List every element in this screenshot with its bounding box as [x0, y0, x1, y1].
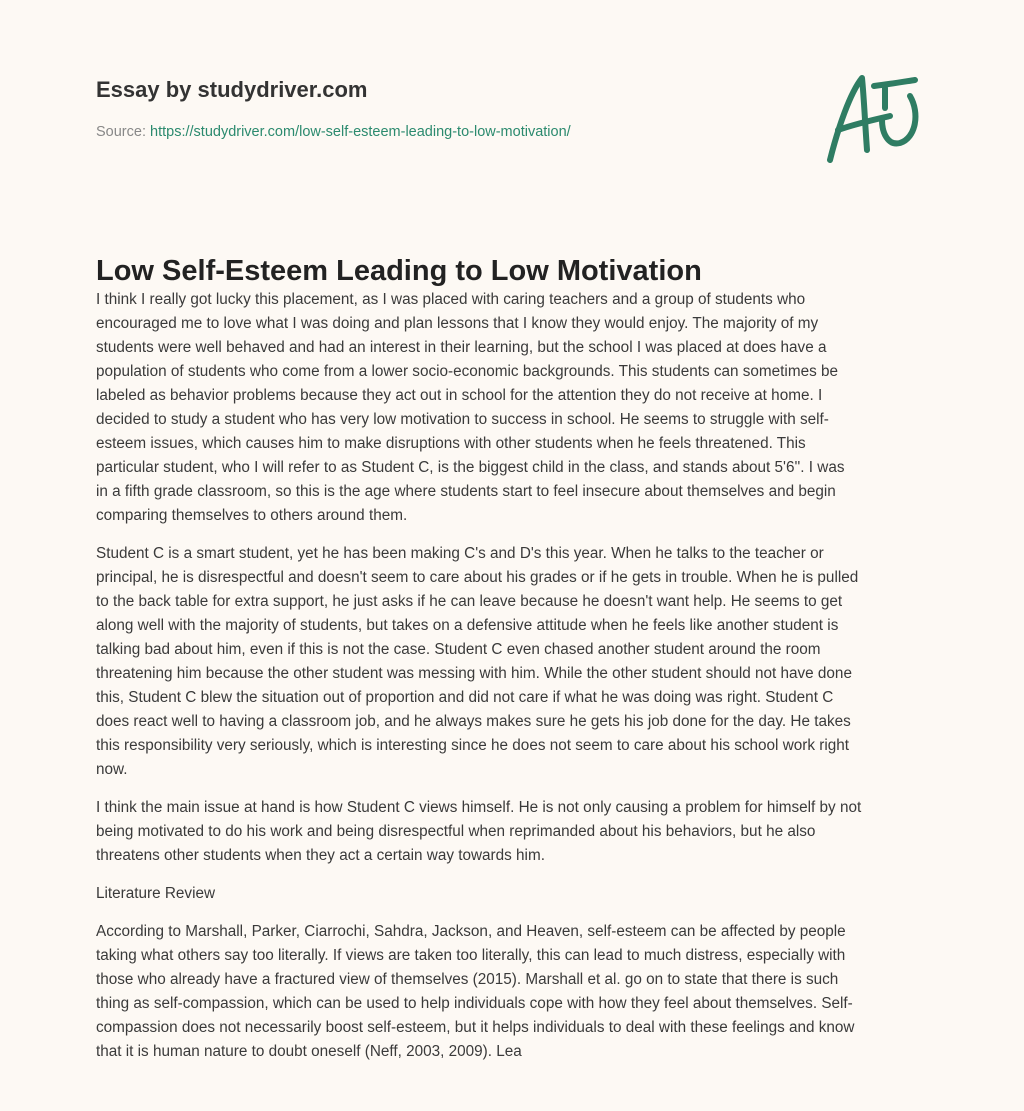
text-line: now.	[96, 761, 128, 778]
text-line: along well with the majority of students, but takes on a defensive attitude when he feels like another student is	[96, 617, 839, 634]
text-line: to the back table for extra support, he just asks if he can leave because he doesn't want help. He seems to get	[96, 593, 843, 610]
text-line: labeled as behavior problems because they act out in school for the attention they do not receive at home. I	[96, 387, 823, 404]
text-line: that it is human nature to doubt oneself (Neff, 2003, 2009). Lea	[96, 1043, 522, 1060]
text-line: Literature Review	[96, 885, 216, 902]
text-line: comparing themselves to others around them.	[96, 507, 408, 524]
section-heading	[96, 882, 956, 906]
essay-paragraph	[96, 796, 956, 868]
text-line: decided to study a student who has very low motivation to success in school. He seems to struggle with self-	[96, 411, 829, 428]
text-line: taking what others say too literally. If views are taken too literally, this can lead to much distress, especially with	[96, 947, 846, 964]
text-line: I think the main issue at hand is how Student C views himself. He is not only causing a problem for himself by not	[96, 799, 862, 816]
text-line: being motivated to do his work and being disrespectful when reprimanded about his behaviors, but he also	[96, 823, 816, 840]
essay-paragraph	[96, 920, 956, 1064]
text-line: does react well to having a classroom job, and he always makes sure he gets his job done for the day. He takes	[96, 713, 851, 730]
text-line: esteem issues, which causes him to make disruptions with other students when he feels threatened. This	[96, 435, 806, 452]
text-line: this responsibility very seriously, which is interesting since he does not seem to care about his school work right	[96, 737, 850, 754]
source-line	[96, 124, 571, 140]
a-plus-logo	[820, 68, 930, 168]
text-line: thing as self-compassion, which can be used to help individuals cope with how they feel about themselves. Self-	[96, 995, 853, 1012]
text-line: threatening him because the other student was messing with him. While the other student should not have done	[96, 665, 852, 682]
text-line: this, Student C blew the situation out of proportion and did not care if what he was doing was right. Student C	[96, 689, 834, 706]
text-line: I think I really got lucky this placement, as I was placed with caring teachers and a group of students who	[96, 291, 806, 308]
essay-paragraph	[96, 542, 956, 782]
text-line: threatens other students when they act a certain way towards him.	[96, 847, 545, 864]
text-line: compassion does not necessarily boost self-esteem, but it helps individuals to deal with these feelings and know	[96, 1019, 855, 1036]
essay-body	[96, 288, 956, 1078]
source-link[interactable]: https://studydriver.com/low-self-esteem-leading-to-low-motivation/	[150, 124, 571, 140]
essay-title: Low Self-Esteem Leading to Low Motivation	[96, 255, 702, 287]
text-line: principal, he is disrespectful and doesn't seem to care about his grades or if he gets in trouble. When he is pulled	[96, 569, 859, 586]
text-line: population of students who come from a lower socio-economic backgrounds. This students can sometimes be	[96, 363, 838, 380]
source-label: Source:	[96, 124, 146, 140]
brand-title: Essay by studydriver.com	[96, 77, 368, 102]
text-line: in a fifth grade classroom, so this is the age where students start to feel insecure about themselves and begin	[96, 483, 836, 500]
text-line: According to Marshall, Parker, Ciarrochi, Sahdra, Jackson, and Heaven, self-esteem can be affected by people	[96, 923, 846, 940]
text-line: talking bad about him, even if this is not the case. Student C even chased another student around the room	[96, 641, 821, 658]
text-line: encouraged me to love what I was doing and plan lessons that I know they would enjoy. The majority of my	[96, 315, 819, 332]
text-line: particular student, who I will refer to as Student C, is the biggest child in the class, and stands about 5'6''. I was	[96, 459, 845, 476]
essay-paragraph	[96, 288, 956, 528]
text-line: those who already have a fractured view of themselves (2015). Marshall et al. go on to state that there is such	[96, 971, 839, 988]
text-line: students were well behaved and had an interest in their learning, but the school I was placed at does have a	[96, 339, 827, 356]
text-line: Student C is a smart student, yet he has been making C's and D's this year. When he talks to the teacher or	[96, 545, 824, 562]
